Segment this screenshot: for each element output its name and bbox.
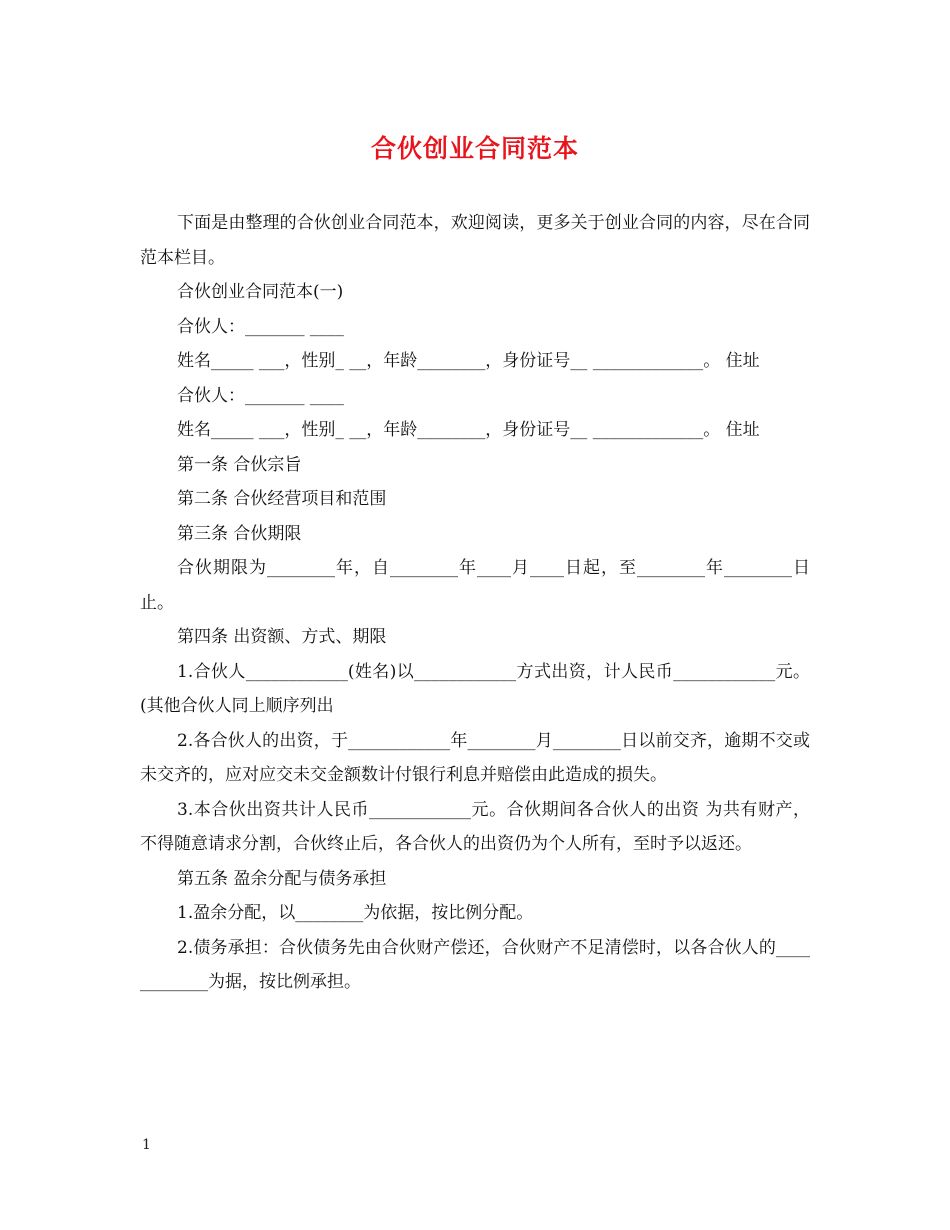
article-3-heading: 第三条 合伙期限 (177, 523, 302, 544)
partner-details-1: 姓名_____ ___，性别_ __，年龄________，身份证号__ _____________。 住址 (177, 351, 760, 371)
debt-clause: 2.债务承担：合伙债务先由合伙财产偿还，合伙财产不足清偿时，以各合伙人的____________为据，按比例承担。 (140, 937, 810, 992)
article-5-heading: 第五条 盈余分配与债务承担 (177, 868, 387, 889)
intro-paragraph: 下面是由整理的合伙创业合同范本，欢迎阅读，更多关于创业合同的内容，尽在合同范本栏目。 (140, 213, 810, 268)
partner-line-1: 合伙人：_______ ____ (177, 316, 344, 337)
article-2-heading: 第二条 合伙经营项目和范围 (177, 489, 387, 509)
partner-details-2: 姓名_____ ___，性别_ __，年龄________，身份证号__ _____________。 住址 (177, 420, 760, 440)
partner-line-2: 合伙人：_______ ____ (177, 385, 344, 406)
contract-heading: 合伙创业合同范本(一) (177, 282, 344, 302)
capital-clause-1: 1.合伙人____________(姓名)以____________方式出资，计人民币____________元。 (其他合伙人同上顺序列出 (140, 661, 810, 716)
document-title: 合伙创业合同范本 (370, 134, 579, 163)
article-4-heading: 第四条 出资额、方式、期限 (177, 627, 387, 647)
capital-clause-2: 2.各合伙人的出资，于____________年________月________日以前交齐，逾期不交或未交齐的，应对应交未交金额数计付银行利息并赔偿由此造成的损失。 (140, 730, 810, 785)
page-number: 1 (142, 1137, 151, 1153)
article-1-heading: 第一条 合伙宗旨 (177, 454, 302, 475)
profit-clause: 1.盈余分配，以________为依据，按比例分配。 (177, 903, 534, 923)
document-body (140, 206, 810, 1000)
capital-clause-3: 3.本合伙出资共计人民币____________元。合伙期间各合伙人的出资 为共有财产，不得随意请求分割，合伙终止后，各合伙人的出资仍为个人所有，至时予以返还。 (140, 799, 810, 854)
term-paragraph: 合伙期限为________年，自________年____月____日起，至________年________日止。 (140, 558, 810, 613)
